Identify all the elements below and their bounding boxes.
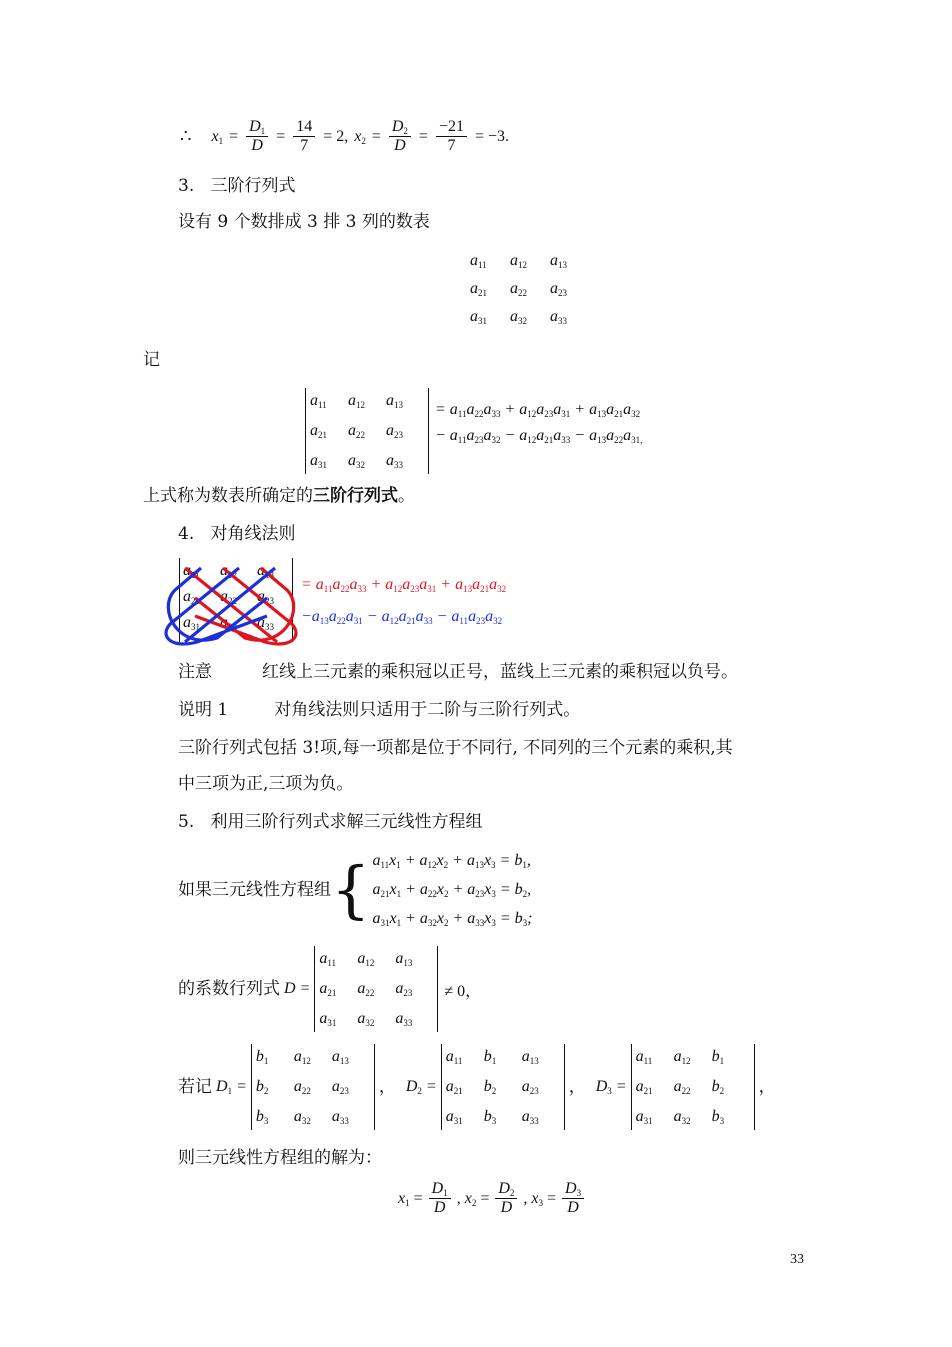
section-3-heading: 3. 三阶行列式 xyxy=(178,176,296,196)
paragraph-line-1: 三阶行列式包括 3!项,每一项都是位于不同行, 不同列的三个元素的乘积,其 xyxy=(178,738,733,758)
blue-negative-terms: $-a_{13}a_{22}a_{31} - a_{12}a_{21}a_{33} - a_{11}a_{23}a_{32}$ xyxy=(301,608,503,626)
section-4-heading: 4. 对角线法则 xyxy=(178,524,296,544)
number-table: $a_{11}$ $a_{12}$ $a_{13}$ $a_{21}$ $a_{22}$ $a_{23}$ $a_{31}$ $a_{32}$ $a_{33}$ xyxy=(470,252,567,326)
cramer-determinants: 若记 $D_1$ = $b_1$ $a_{12}$ $a_{13}$ $b_2$ $a_{22}$ $a_{23}$ $b_3$ $a_{32}$ $a_{33}$ ， $D_2$ = $a_{11}$ $b_1$ $a_{13}$ $a_{21}$ $b_2$ $a_{23}$ $a_{31}$ $b_3$ $a_{33}$ ， $D_3$ = $a_{11}$ $a_{12}$ $b_1$ $a_{21}$ $a_{22}$ $b_2$ $a_{31}$ $a_{32}$ $b_3$ ， xyxy=(178,1044,776,1130)
expansion-line-1: = $a_{11}a_{22}a_{33} + a_{12}a_{23}a_{31} + a_{13}a_{21}a_{32}$ xyxy=(435,401,641,419)
paragraph-line-2: 中三项为正,三项为负。 xyxy=(178,774,354,794)
determinant-expansion: $a_{11}$ $a_{12}$ $a_{13}$ $a_{21}$ $a_{22}$ $a_{23}$ $a_{31}$ $a_{32}$ $a_{33}$ = $a_{11}a_{22}a_{33} + a_{12}a_{23}a_{31} + a_{13}a_{21}a_{32}$ − $a_{11}a_{23}a_{32} - a_{12}a_{21}a_{33} - a_{13}a_{22}a_{31,}$ xyxy=(305,388,642,474)
page-number: 33 xyxy=(790,1252,804,1267)
solution-intro: 则三元线性方程组的解为： xyxy=(178,1148,382,1168)
intro-text: 设有 9 个数排成 3 排 3 列的数表 xyxy=(178,212,430,232)
diagonal-rule-figure: $a_{11}$ $a_{12}$ $a_{13}$ $a_{21}$ $a_{22}$ $a_{23}$ $a_{31}$ $a_{32}$ $a_{33}$ = $a_{11}a_{22}a_{33} + a_{12}a_{23}a_{31} + a_{13}a_{21}a_{32}$ $-a_{13}a_{22}a_{31} - a_{12}a_{21}a_{33} - a_{11}a_{23}a_{32}$ xyxy=(155,558,555,650)
section-5-heading: 5. 利用三阶行列式求解三元线性方程组 xyxy=(178,812,483,832)
therefore-symbol: ∴ xyxy=(180,125,192,147)
ji-label: 记 xyxy=(143,350,160,370)
coefficient-determinant: 的系数行列式 D = $a_{11}$ $a_{12}$ $a_{13}$ $a_{21}$ $a_{22}$ $a_{23}$ $a_{31}$ $a_{32}$ $a_{33}$ ≠ 0， xyxy=(178,946,481,1032)
definition-text: 上式称为数表所确定的三阶行列式。 xyxy=(143,486,415,506)
diagonal-lines-graphic xyxy=(155,558,315,650)
red-positive-terms: = $a_{11}a_{22}a_{33} + a_{12}a_{23}a_{31} + a_{13}a_{21}a_{32}$ xyxy=(301,576,507,594)
expansion-line-2: − $a_{11}a_{23}a_{32} - a_{12}a_{21}a_{33} - a_{13}a_{22}a_{31,}$ xyxy=(435,427,643,445)
cramer-solution: $x_1$ = $\frac{D_1}{D}$ , $x_2$ = $\frac{D_2}{D}$ , $x_3$ = $\frac{D_3}{D}$ xyxy=(398,1180,586,1217)
top-solution: ∴ $x_1$ = $\frac{D_1}{D}$ = $\frac{14}{7}$ = 2, $x_2$ = $\frac{D_2}{D}$ = $\frac{-21}{7}$ = −3. xyxy=(180,118,510,154)
explain-line: 说明 1 对角线法则只适用于二阶与三阶行列式。 xyxy=(178,700,581,720)
linear-system: 如果三元线性方程组 { $a_{11}x_1 + a_{12}x_2 + a_{13}x_3 = b_1$, $a_{21}x_1 + a_{22}x_2 + a_{23}x_3 = b_2$, $a_{31}x_1 + a_{32}x_2 + a_{33}x_3 = b_3$; xyxy=(178,852,533,928)
note-line: 注意 红线上三元素的乘积冠以正号，蓝线上三元素的乘积冠以负号。 xyxy=(178,662,738,682)
